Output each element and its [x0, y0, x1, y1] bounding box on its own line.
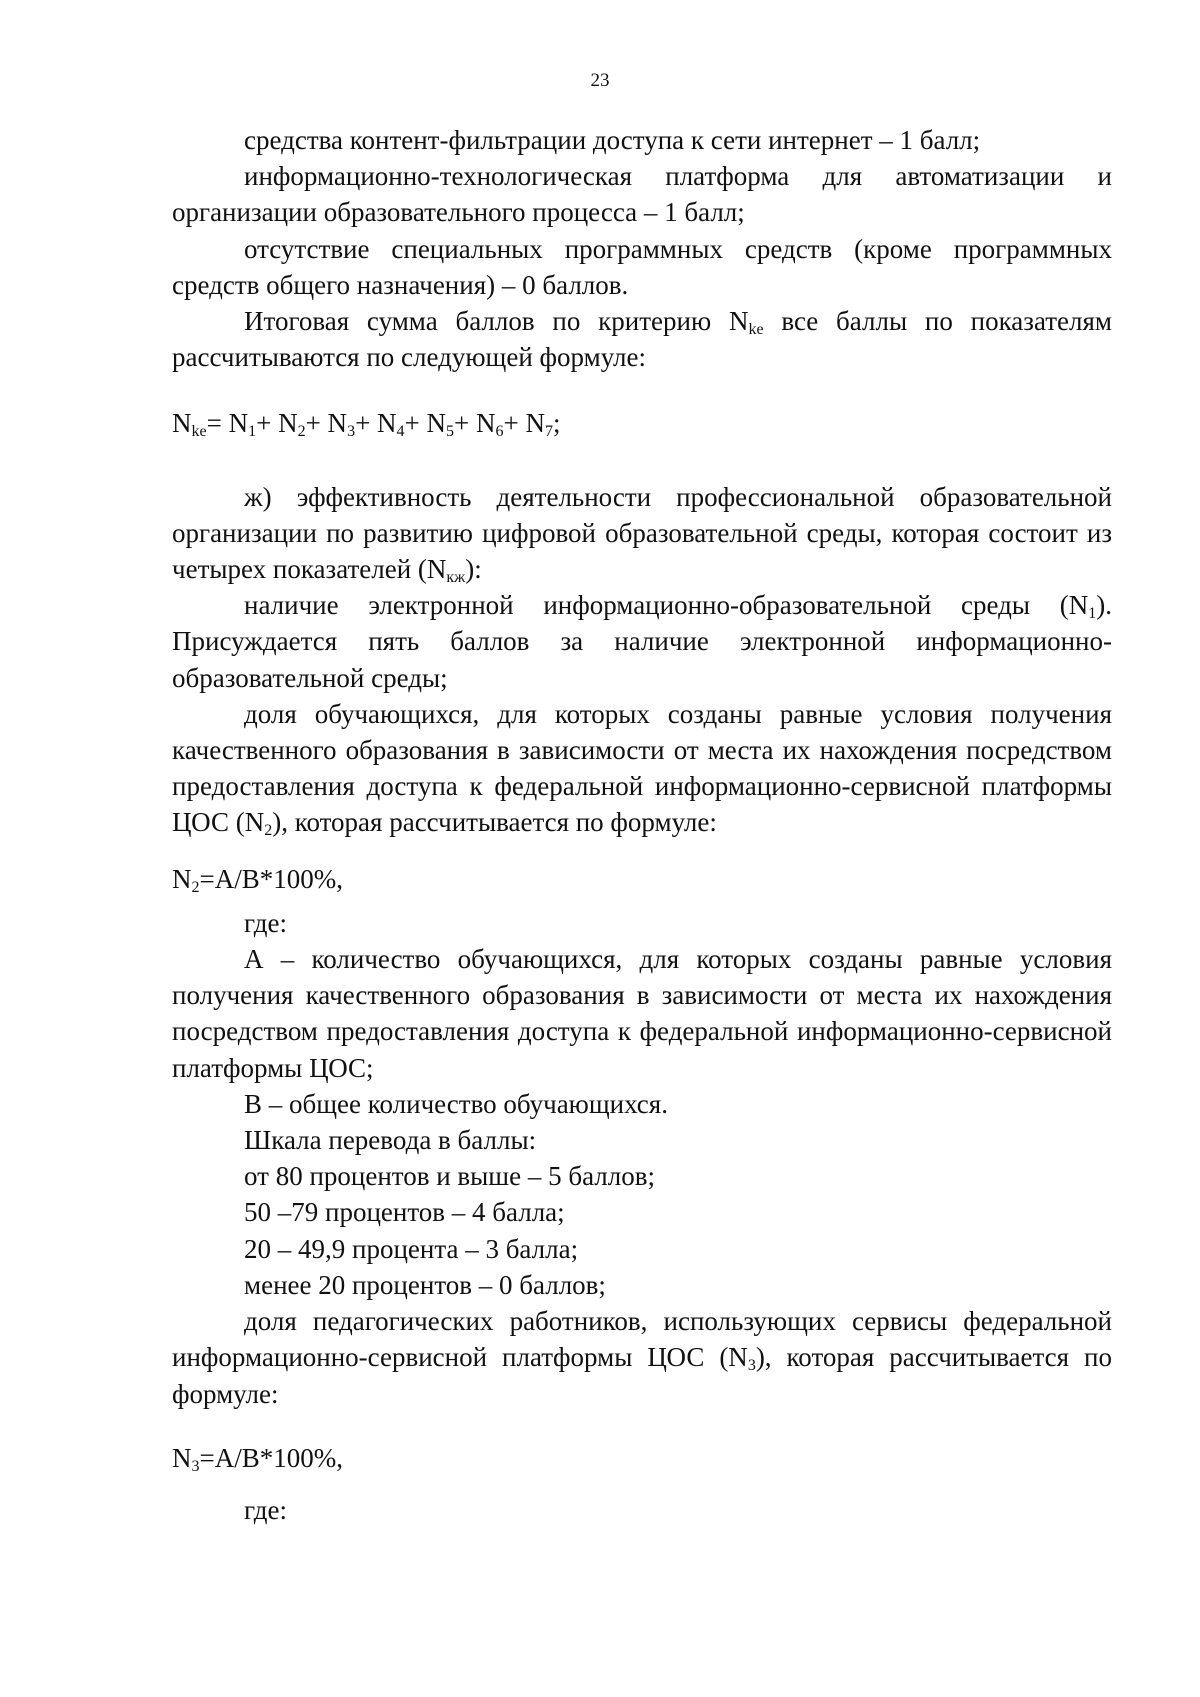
paragraph: отсутствие специальных программных средств (кроме программных средств общего назначения) – 0 баллов. [172, 233, 1112, 300]
paragraph [172, 587, 1112, 696]
text-run: ж) эффективность деятельности профессиональной образовательной организации по развитию цифровой образовательной среды, которая состоит из четырех показателей (N [172, 481, 1112, 585]
paragraph [172, 1303, 1112, 1412]
subscript: 3 [747, 1357, 756, 1375]
formula-text: =A/B*100%, [199, 1442, 343, 1473]
formula-n2 [172, 861, 1112, 897]
formula-text: + N [305, 408, 348, 439]
text-run: все баллы по показателям [763, 306, 1112, 337]
formula-text: N [172, 863, 192, 894]
text-run: ), которая рассчитывается по формуле: [272, 807, 717, 838]
text-run: ), которая рассчитывается по формуле: [172, 1342, 1112, 1409]
subscript: 7 [545, 423, 553, 441]
paragraph [172, 696, 1112, 841]
paragraph: от 80 процентов и выше – 5 баллов; [244, 1161, 655, 1192]
formula-text: + N [256, 408, 298, 439]
formula-n3 [172, 1440, 1112, 1476]
subscript: 1 [1088, 605, 1097, 623]
text-run: ). Присуждается пять баллов за наличие электронной информационно-образовательной среды; [172, 590, 1112, 693]
formula-text: =A/B*100%, [199, 863, 343, 894]
paragraph: 50 –79 процентов – 4 балла; [244, 1197, 565, 1228]
formula-text: + N [503, 408, 545, 439]
paragraph: где: [244, 1494, 287, 1525]
paragraph: менее 20 процентов – 0 баллов; [244, 1269, 606, 1300]
paragraph [172, 303, 1112, 375]
subscript: 5 [446, 423, 455, 441]
paragraph: 20 – 49,9 процента – 3 балла; [244, 1233, 579, 1264]
paragraph: средства контент-фильтрации доступа к сети интернет – 1 балл; [244, 125, 981, 155]
paragraph: А – количество обучающихся, для которых созданы равные условия получения качественного образования в зависимости от места их нахождения посредством предоставления доступа к федеральной информационно-сервисной платформы ЦОС; [172, 944, 1112, 1083]
text-run: рассчитываются по следующей формуле: [172, 342, 646, 373]
subscript: ke [748, 321, 764, 339]
document-body [172, 122, 1112, 1528]
paragraph: информационно-технологическая платформа для автоматизации и организации образовательного процесса – 1 балл; [172, 161, 1112, 228]
paragraph: Шкала перевода в баллы: [244, 1125, 537, 1156]
formula-text: N [172, 408, 192, 439]
formula-text: + N [355, 408, 397, 439]
subscript: кж [446, 569, 466, 587]
formula-text: = N [206, 408, 249, 439]
subscript: 6 [495, 423, 504, 441]
page-number: 23 [590, 70, 610, 91]
paragraph: В – общее количество обучающихся. [244, 1088, 668, 1119]
formula-total [172, 405, 1112, 441]
paragraph [172, 479, 1112, 588]
formula-text: N [172, 1442, 192, 1473]
subscript: ke [191, 423, 207, 441]
subscript: 4 [396, 423, 405, 441]
text-run: Итоговая сумма баллов по критерию N [244, 306, 749, 337]
formula-text: + N [404, 408, 447, 439]
paragraph: где: [244, 907, 287, 938]
subscript: 2 [191, 878, 200, 896]
subscript: 3 [191, 1457, 200, 1475]
subscript: 2 [264, 822, 273, 840]
formula-text: + N [454, 408, 496, 439]
formula-text: ; [553, 408, 561, 439]
text-run: доля педагогических работников, использующих сервисы федеральной информационно-сервисной платформы ЦОС (N [172, 1306, 1112, 1373]
subscript: 2 [297, 423, 306, 441]
subscript: 3 [347, 423, 356, 441]
subscript: 1 [248, 423, 257, 441]
text-run: наличие электронной информационно-образовательной среды (N [244, 590, 1089, 621]
text-run: доля обучающихся, для которых созданы равные условия получения качественного образования в зависимости от места их нахождения посредством предоставления доступа к федеральной информационно-сервисной платформы ЦОС (N [172, 698, 1112, 838]
text-run: ): [465, 554, 482, 585]
